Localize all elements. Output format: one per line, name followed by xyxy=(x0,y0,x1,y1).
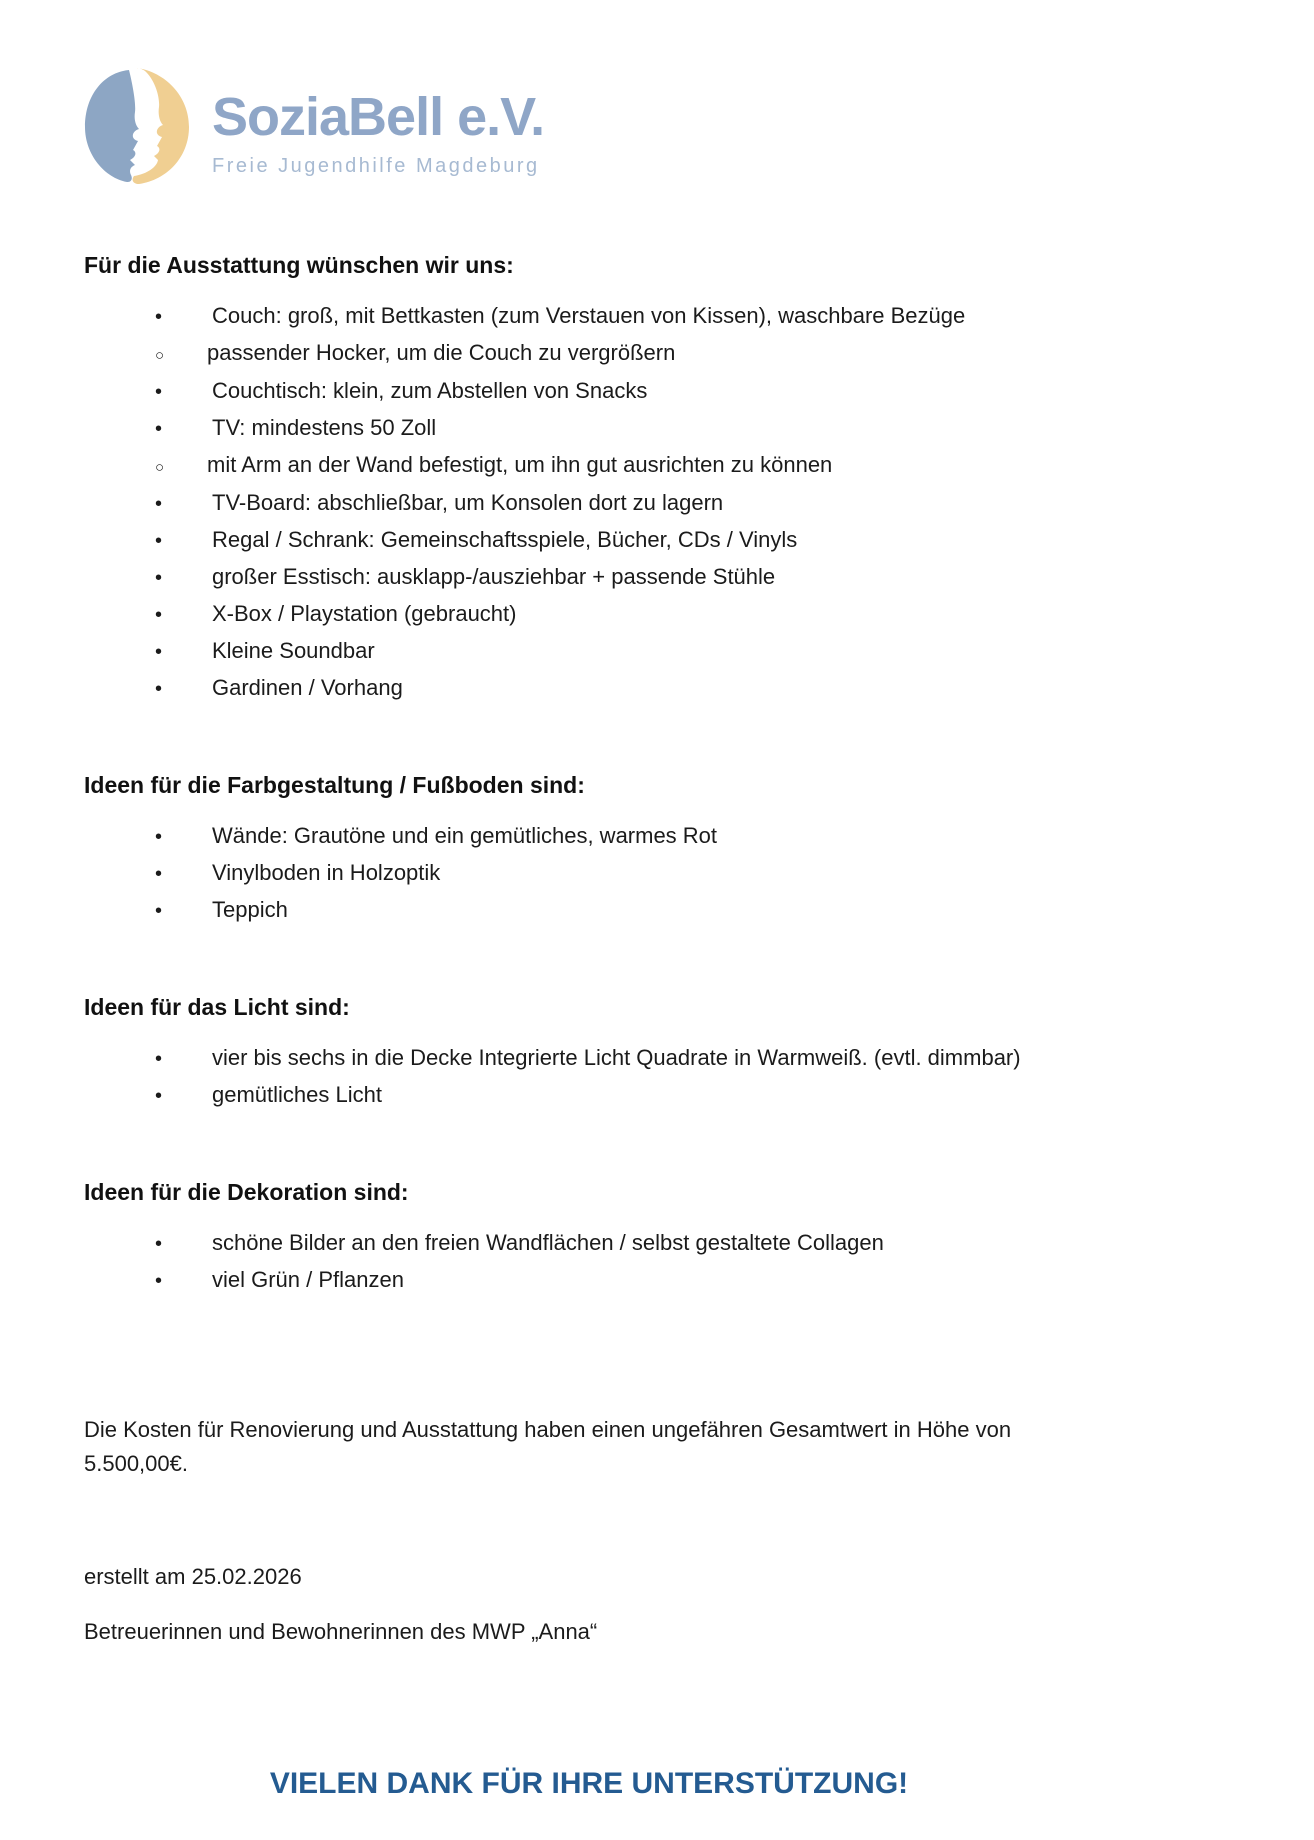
list-item-text: TV-Board: abschließbar, um Konsolen dort zu lagern xyxy=(212,490,724,515)
list-item xyxy=(155,596,1250,633)
bullet-icon: • xyxy=(155,1270,163,1292)
list-item xyxy=(155,670,1250,707)
bullet-icon: • xyxy=(155,826,163,848)
thank-you-line: VIELEN DANK FÜR IHRE UNTERSTÜTZUNG! xyxy=(269,1767,909,1800)
cost-paragraph xyxy=(84,1413,1250,1481)
list-item-text: Kleine Soundbar xyxy=(212,638,375,663)
list-item-text: viel Grün / Pflanzen xyxy=(212,1267,404,1292)
sections-container xyxy=(84,248,1250,1299)
sub-list-item-text: passender Hocker, um die Couch zu vergrößern xyxy=(207,340,676,365)
list-item-text: Couchtisch: klein, zum Abstellen von Snacks xyxy=(212,378,648,403)
bullet-list xyxy=(84,1040,1250,1114)
list-item xyxy=(155,892,1250,929)
bullet-icon: • xyxy=(155,678,163,700)
list-item xyxy=(155,855,1250,892)
circle-bullet-icon: ○ xyxy=(155,459,165,476)
logo-header xyxy=(0,0,1314,200)
document-section xyxy=(84,248,1250,707)
list-item-text: Gardinen / Vorhang xyxy=(212,675,403,700)
cost-line-2: 5.500,00€. xyxy=(84,1451,188,1476)
section-heading: Ideen für das Licht sind: xyxy=(84,994,350,1020)
list-item xyxy=(155,633,1250,670)
list-item-text: Regal / Schrank: Gemeinschaftsspiele, Bücher, CDs / Vinyls xyxy=(212,527,798,552)
sub-list-item-text: mit Arm an der Wand befestigt, um ihn gut ausrichten zu können xyxy=(207,452,833,477)
list-item-text: Couch: groß, mit Bettkasten (zum Verstauen von Kissen), waschbare Bezüge xyxy=(212,303,966,328)
authors-line: Betreuerinnen und Bewohnerinnen des MWP „Anna“ xyxy=(84,1619,598,1644)
list-item-text: X-Box / Playstation (gebraucht) xyxy=(212,601,517,626)
bullet-icon: • xyxy=(155,1048,163,1070)
list-item xyxy=(155,522,1250,559)
bullet-list xyxy=(84,1225,1250,1299)
face-profile-yellow-icon xyxy=(133,68,189,184)
bullet-icon: • xyxy=(155,381,163,403)
list-item-text: großer Esstisch: ausklapp-/ausziehbar + passende Stühle xyxy=(212,564,776,589)
list-item xyxy=(155,559,1250,596)
circle-bullet-icon: ○ xyxy=(155,347,165,364)
document-content xyxy=(0,248,1314,1804)
bullet-icon: • xyxy=(155,641,163,663)
soziabell-logo-icon xyxy=(75,66,195,188)
bullet-icon: • xyxy=(155,530,163,552)
document-section xyxy=(84,768,1250,929)
logo-subtitle: Freie Jugendhilfe Magdeburg xyxy=(212,155,540,177)
bullet-list xyxy=(84,818,1250,929)
list-item-text: vier bis sechs in die Decke Integrierte Licht Quadrate in Warmweiß. (evtl. dimmbar) xyxy=(212,1045,1021,1070)
list-item xyxy=(155,298,1250,335)
list-item xyxy=(155,373,1250,410)
logo-text-block xyxy=(212,88,544,178)
bullet-icon: • xyxy=(155,418,163,440)
list-item xyxy=(155,1077,1250,1114)
list-item xyxy=(155,410,1250,447)
bullet-icon: • xyxy=(155,493,163,515)
list-item-text: gemütliches Licht xyxy=(212,1082,382,1107)
list-item-text: Wände: Grautöne und ein gemütliches, warmes Rot xyxy=(212,823,718,848)
sub-list-item xyxy=(155,447,1250,485)
document-section xyxy=(84,1175,1250,1299)
list-item xyxy=(155,1225,1250,1262)
list-item xyxy=(155,818,1250,855)
bullet-icon: • xyxy=(155,863,163,885)
bullet-icon: • xyxy=(155,306,163,328)
list-item-text: Vinylboden in Holzoptik xyxy=(212,860,441,885)
section-heading: Ideen für die Farbgestaltung / Fußboden sind: xyxy=(84,772,585,798)
list-item-text: TV: mindestens 50 Zoll xyxy=(212,415,437,440)
list-item xyxy=(155,1262,1250,1299)
face-profile-blue-icon xyxy=(85,70,139,182)
bullet-icon: • xyxy=(155,900,163,922)
created-date-line: erstellt am 25.02.2026 xyxy=(84,1564,302,1589)
section-heading: Ideen für die Dekoration sind: xyxy=(84,1179,409,1205)
bullet-icon: • xyxy=(155,567,163,589)
sub-list-item xyxy=(155,335,1250,373)
list-item-text: Teppich xyxy=(212,897,288,922)
bullet-icon: • xyxy=(155,1233,163,1255)
logo-title: SoziaBell e.V. xyxy=(212,87,545,147)
section-heading: Für die Ausstattung wünschen wir uns: xyxy=(84,252,514,278)
document-section xyxy=(84,990,1250,1114)
list-item-text: schöne Bilder an den freien Wandflächen / selbst gestaltete Collagen xyxy=(212,1230,884,1255)
bullet-icon: • xyxy=(155,1085,163,1107)
cost-line-1: Die Kosten für Renovierung und Ausstattung haben einen ungefähren Gesamtwert in Höhe von xyxy=(84,1417,1012,1442)
bullet-list xyxy=(84,298,1250,707)
list-item xyxy=(155,485,1250,522)
bullet-icon: • xyxy=(155,604,163,626)
list-item xyxy=(155,1040,1250,1077)
